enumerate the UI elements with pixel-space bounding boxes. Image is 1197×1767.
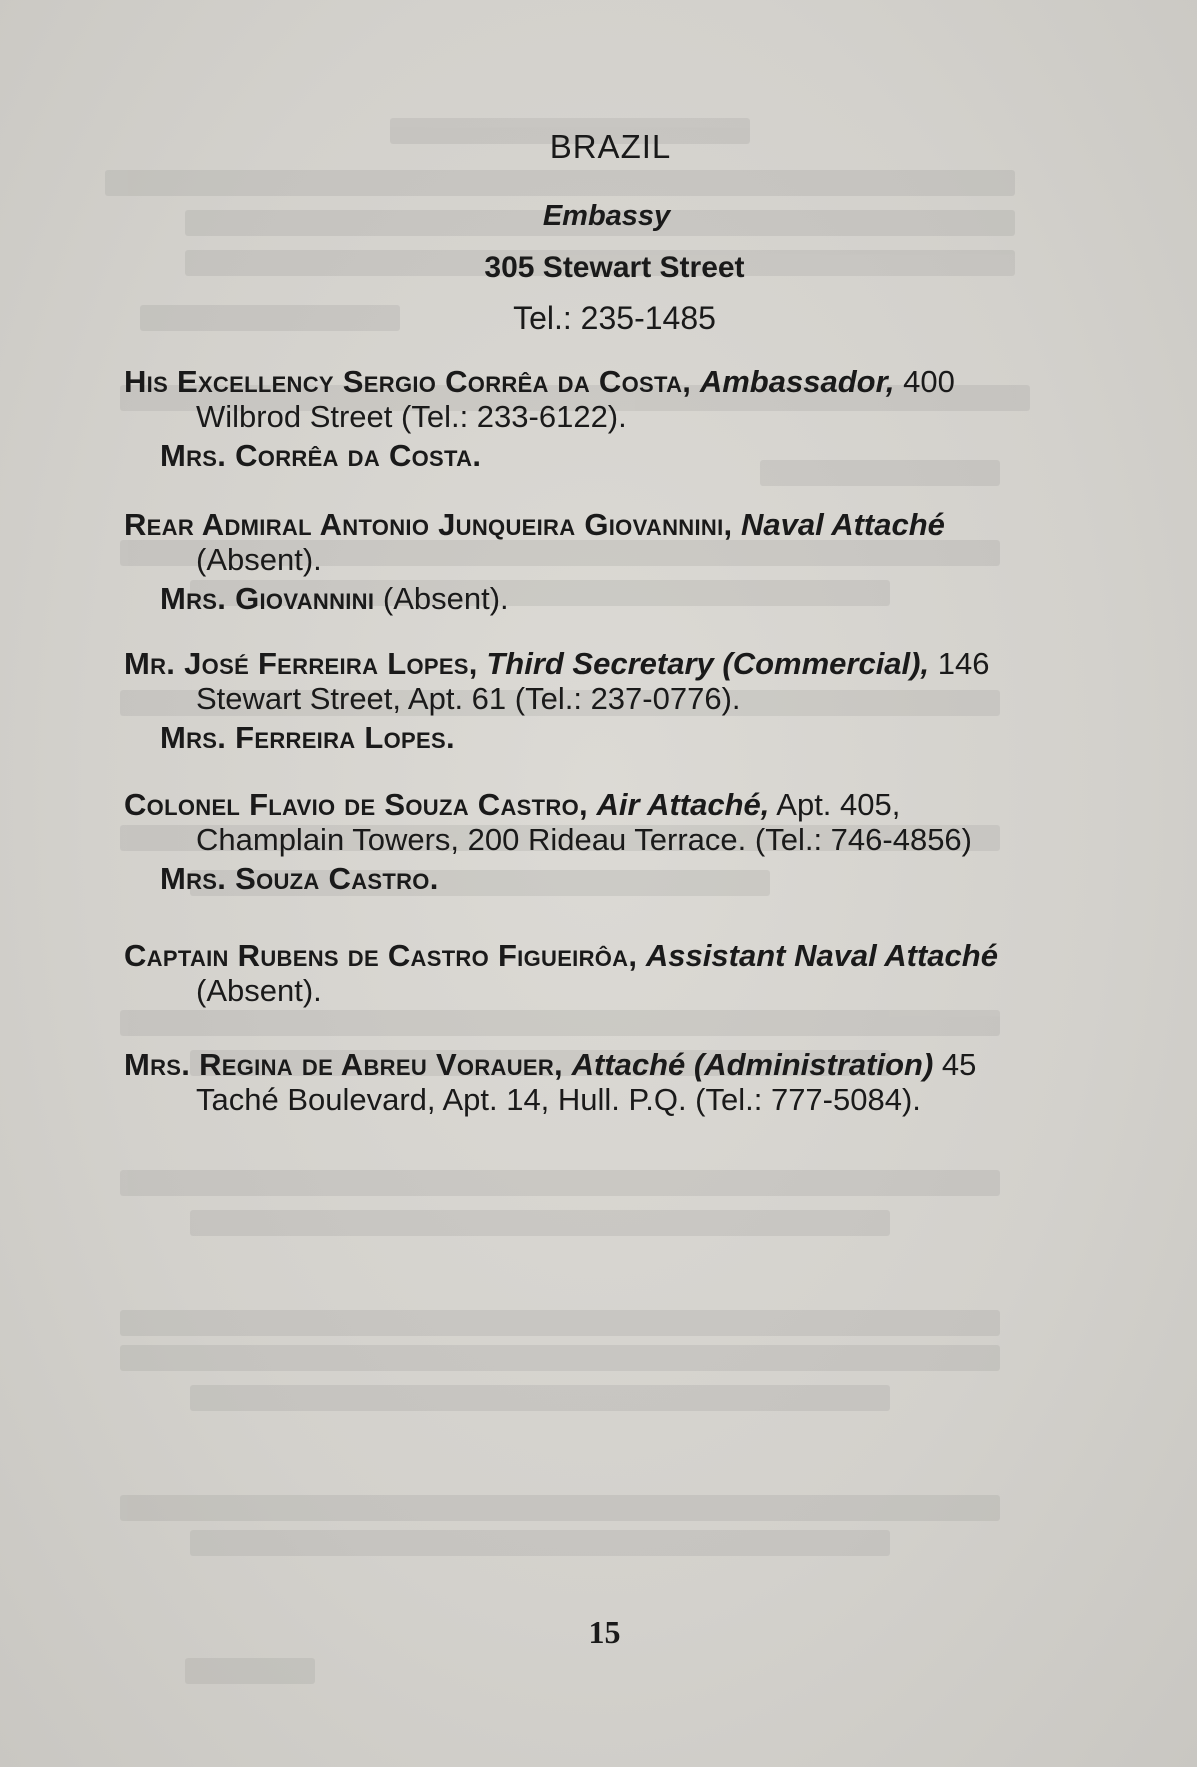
staff-entry-main (124, 646, 1036, 716)
page-number: 15 (588, 1614, 621, 1650)
staff-name: Colonel Flavio de Souza Castro, (124, 787, 588, 822)
country-heading: BRAZIL (549, 128, 672, 165)
staff-entry-main (124, 787, 1036, 857)
staff-details: 400 Wilbrod Street (Tel.: 233-6122). (196, 364, 955, 434)
staff-title: Assistant Naval Attaché (645, 938, 998, 973)
staff-details: (Absent). (196, 973, 322, 1008)
spouse-line (124, 581, 1036, 616)
spouse-name: Mrs. Giovannini (160, 581, 375, 616)
staff-name: Rear Admiral Antonio Junqueira Giovannini, (124, 507, 733, 542)
spouse-line (124, 861, 1036, 896)
staff-entry (124, 507, 1036, 616)
staff-title: Air Attaché, (596, 787, 770, 822)
staff-name: Captain Rubens de Castro Figueirôa, (124, 938, 638, 973)
staff-details: 146 Stewart Street, Apt. 61 (Tel.: 237-0776). (196, 646, 990, 716)
staff-entry-main (124, 364, 1036, 434)
staff-name: Mr. José Ferreira Lopes, (124, 646, 478, 681)
spouse-note: (Absent). (374, 581, 509, 616)
spouse-name: Mrs. Ferreira Lopes. (160, 720, 455, 755)
staff-entry (124, 646, 1036, 755)
staff-title: Third Secretary (Commercial), (486, 646, 930, 681)
staff-entry-main (124, 507, 1036, 577)
staff-entry (124, 938, 1036, 1008)
staff-title: Ambassador, (699, 364, 895, 399)
staff-name: Mrs. Regina de Abreu Vorauer, (124, 1047, 563, 1082)
staff-list (124, 364, 1036, 1153)
section-heading: Embassy (542, 200, 671, 232)
staff-entry (124, 787, 1036, 896)
spouse-name: Mrs. Corrêa da Costa. (160, 438, 482, 473)
staff-entry (124, 1047, 1036, 1117)
staff-entry-main (124, 1047, 1036, 1117)
staff-entry (124, 364, 1036, 473)
staff-details: Apt. 405, Champlain Towers, 200 Rideau Terrace. (Tel.: 746-4856) (196, 787, 972, 857)
staff-title: Attaché (Administration) (571, 1047, 934, 1082)
spouse-name: Mrs. Souza Castro. (160, 861, 439, 896)
staff-name: His Excellency Sergio Corrêa da Costa, (124, 364, 692, 399)
staff-details: 45 Taché Boulevard, Apt. 14, Hull. P.Q. (Tel.: 777-5084). (196, 1047, 977, 1117)
staff-title: Naval Attaché (741, 507, 945, 542)
spouse-line (124, 438, 1036, 473)
embassy-address: 305 Stewart Street (484, 251, 745, 284)
staff-entry-main (124, 938, 1036, 1008)
spouse-line (124, 720, 1036, 755)
staff-details: (Absent). (196, 542, 322, 577)
embassy-telephone: Tel.: 235-1485 (513, 300, 716, 336)
